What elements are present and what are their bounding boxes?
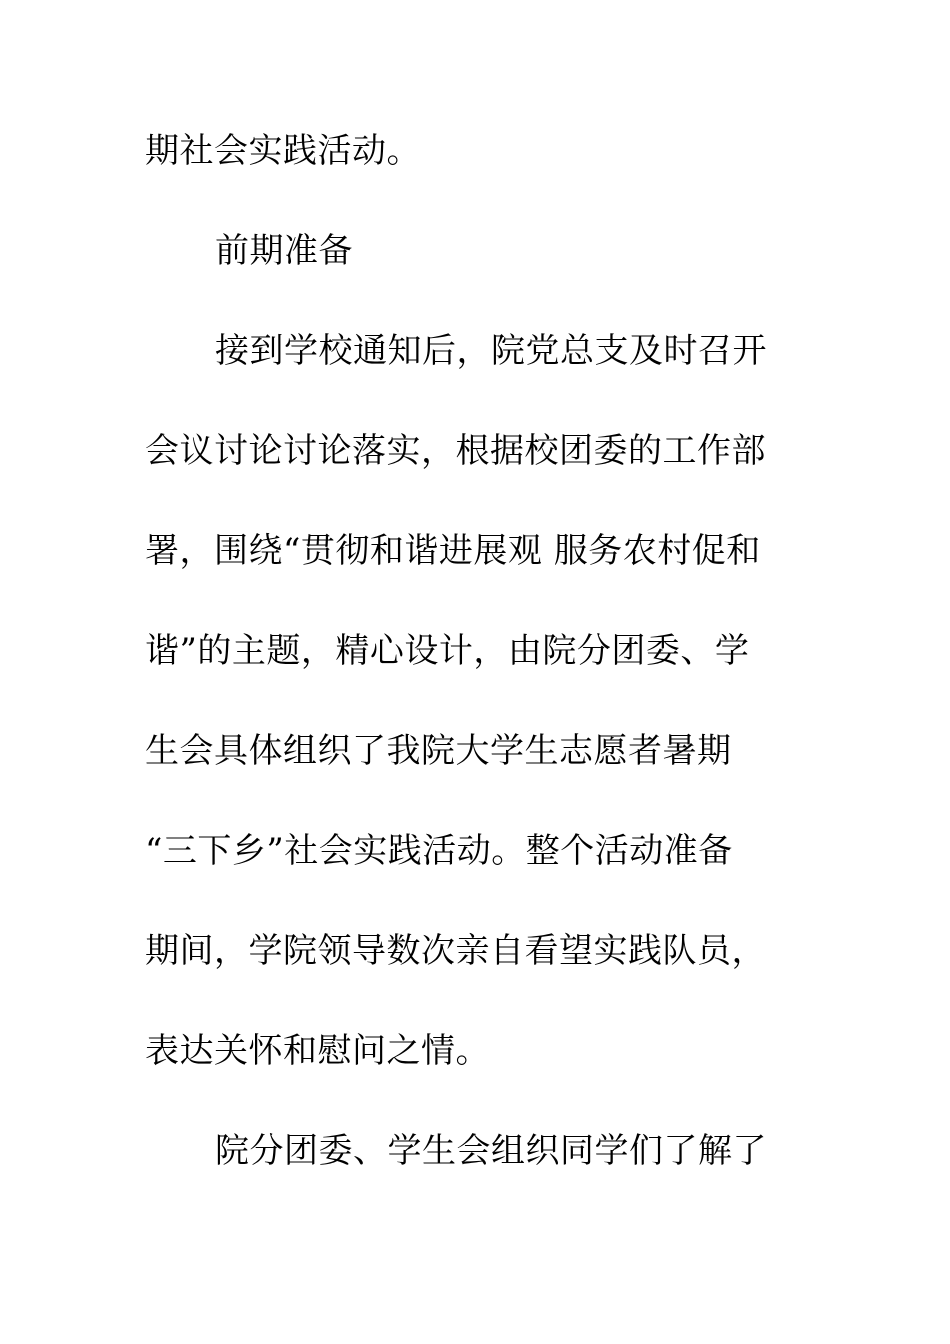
paragraph-start-line: 院分团委、学生会组织同学们了解了 [215,1131,767,1171]
text-line: 表达关怀和慰问之情。 [145,1031,490,1071]
text-line: “三下乡”社会实践活动。整个活动准备 [145,831,733,871]
section-heading: 前期准备 [215,231,353,271]
text-line: 署，围绕“贯彻和谐进展观 服务农村促和 [145,531,761,571]
text-line: 谐”的主题，精心设计，由院分团委、学 [145,631,750,671]
text-line: 生会具体组织了我院大学生志愿者暑期 [145,731,732,771]
text-line: 期间，学院领导数次亲自看望实践队员， [145,931,766,971]
paragraph-start-line: 接到学校通知后，院党总支及时召开 [215,331,767,371]
text-line: 期社会实践活动。 [145,131,421,171]
body-text [145,126,805,1226]
text-line: 会议讨论讨论落实，根据校团委的工作部 [145,431,766,471]
